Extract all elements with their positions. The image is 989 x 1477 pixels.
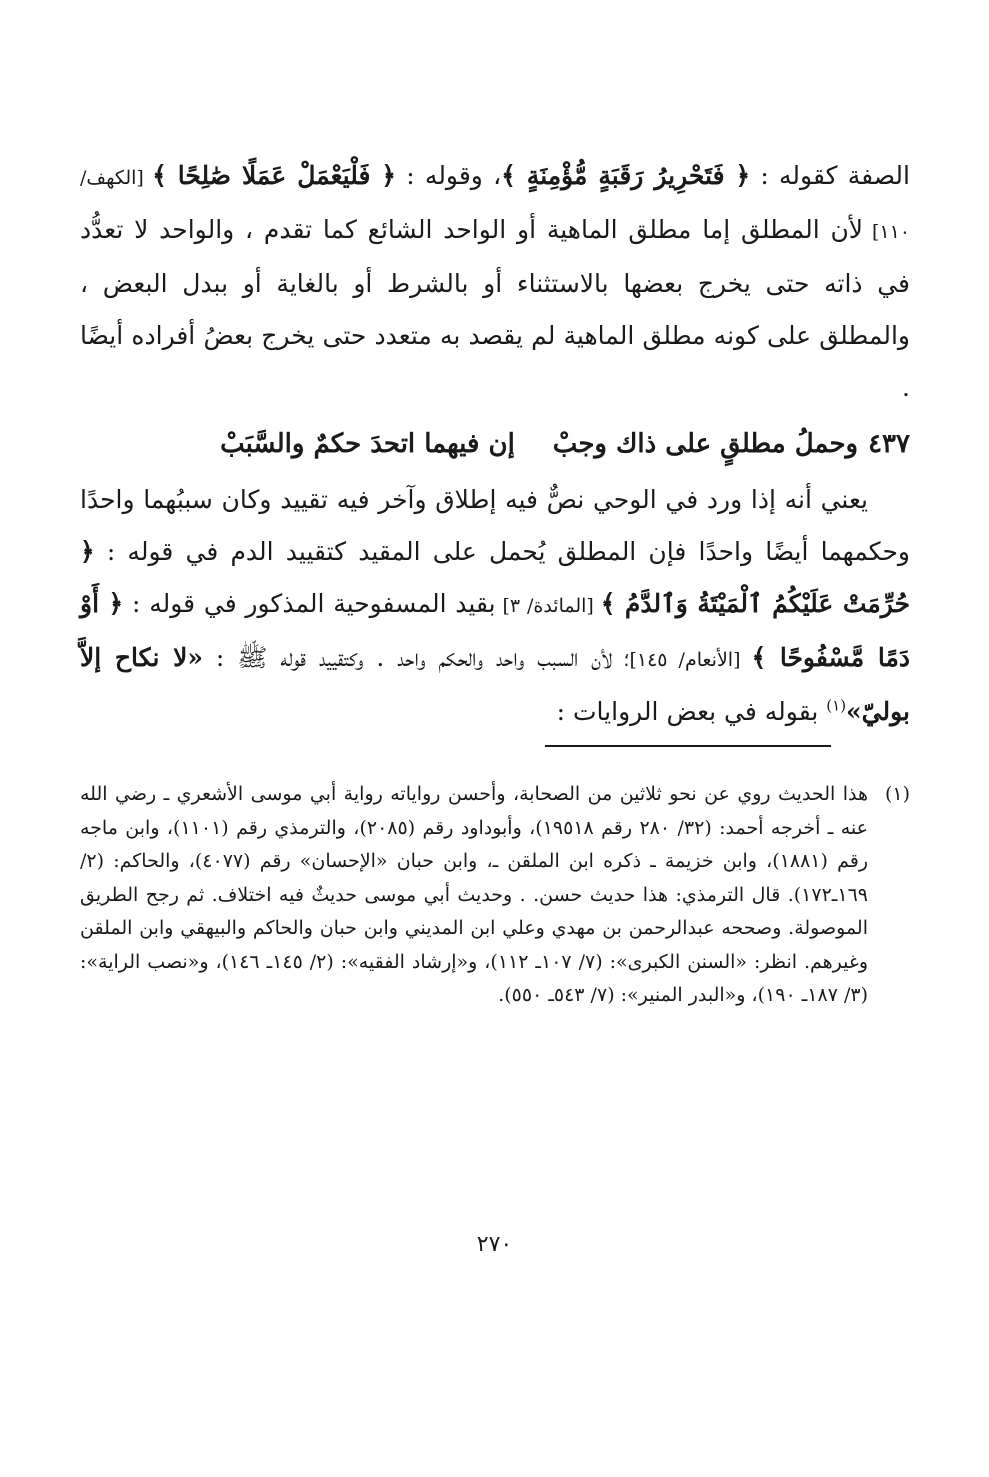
quran-quote-2: ﴿ فَلْيَعْمَلْ عَمَلًا صَٰلِحًا ﴾ <box>152 161 397 190</box>
paragraph-2-text-3: لأن السبب واحد والحكم واحد . وكتقييد قوله ﷺ : <box>203 643 613 672</box>
poem-verse <box>80 414 910 474</box>
footnote-divider <box>545 745 831 747</box>
paragraph-1 <box>80 150 910 414</box>
quran-quote-4: ﴿ أَوْ دَمًا مَّسْفُوحًا ﴾ <box>80 589 911 672</box>
verse-hemistich-1: وحملُ مطلقٍ على ذاك وجبْ <box>552 429 859 459</box>
quran-quote-1: ﴿ فَتَحْرِيرُ رَقَبَةٍ مُّؤْمِنَةٍ ﴾ <box>501 161 751 190</box>
hadith-quote: «لا نكاح إلاَّ بوليّ» <box>80 643 910 726</box>
paragraph-2-text-1: يعني أنه إذا ورد في الوحي نصٌّ فيه إطلاق وآخر فيه تقييد وكان سببُهما واحدًا وحكمهما أيضًا واحدًا فإن المطلق يُحمل على المقيد كتقييد الدم في قوله : <box>80 485 910 566</box>
footnotes <box>80 778 910 1013</box>
surah-reference-2: [المائدة/ ٣] <box>495 595 601 617</box>
paragraph-2 <box>80 474 910 738</box>
footnote-1 <box>80 778 910 1013</box>
verse-number: ٤٣٧ <box>868 429 910 459</box>
main-text <box>80 150 910 738</box>
paragraph-1-text-2: ، وقوله : <box>396 161 502 190</box>
paragraph-1-text-3: لأن المطلق إما مطلق الماهية أو الواحد الشائع كما تقدم ، والواحد لا تعدُّد في ذاته حتى يخرج بعضها بالاستثناء أو بالشرط أو بالغاية أو ببدل البعض ، والمطلق على كونه مطلق الماهية لم يقصد به متعدد حتى يخرج بعضُ أفراده أيضًا . <box>80 215 910 402</box>
paragraph-1-text-1: الصفة كقوله : <box>750 161 910 190</box>
footnote-marker[interactable]: (١) <box>826 696 847 715</box>
footnote-text: هذا الحديث روي عن نحو ثلاثين من الصحابة، وأحسن رواياته رواية أبي موسى الأشعري ـ رضي الله عنه ـ أخرجه أحمد: (٣٢/ ٢٨٠ رقم ١٩٥١٨)، وأبوداود رقم (٢٠٨٥)، والترمذي رقم (١١٠١)، وابن ماجه رقم (١٨٨١)، وابن خزيمة ـ ذكره ابن الملقن ـ، وابن حبان «الإحسان» رقم (٤٠٧٧)، والحاكم: (٢/ ١٦٩ـ١٧٢). قال الترمذي: هذا حديث حسن. . وحديث أبي موسى حديثٌ فيه اختلاف. ثم رجح الطريق الموصولة. وصححه عبدالرحمن بن مهدي وعلي ابن المديني وابن حبان والحاكم والبيهقي وابن الملقن وغيرهم. انظر: «السنن الكبرى»: (٧/ ١٠٧ـ ١١٢)، و«إرشاد الفقيه»: (٢/ ١٤٥ـ ١٤٦)، و«نصب الراية»: (٣/ ١٨٧ـ ١٩٠)، و«البدر المنير»: (٧/ ٥٤٣ـ ٥٥٠). <box>80 783 869 1006</box>
surah-reference-3: [الأنعام/ ١٤٥]؛ <box>612 649 752 671</box>
surah-reference-1: [الكهف/ ١١٠] <box>80 167 911 243</box>
verse-hemistich-2: إن فيهما اتحدَ حكمٌ والسَّبَبْ <box>220 429 515 459</box>
quran-quote-3: ﴿ حُرِّمَتْ عَلَيْكُمُ ٱلْمَيْتَةُ وَٱلدَّمُ ﴾ <box>80 537 911 618</box>
paragraph-2-text-2: بقيد المسفوحية المذكور في قوله : <box>123 589 496 618</box>
footnote-number: (١) <box>884 783 910 805</box>
paragraph-2-text-4: بقوله في بعض الروايات : <box>556 697 827 726</box>
page-number: ٢٧٠ <box>476 1232 513 1257</box>
